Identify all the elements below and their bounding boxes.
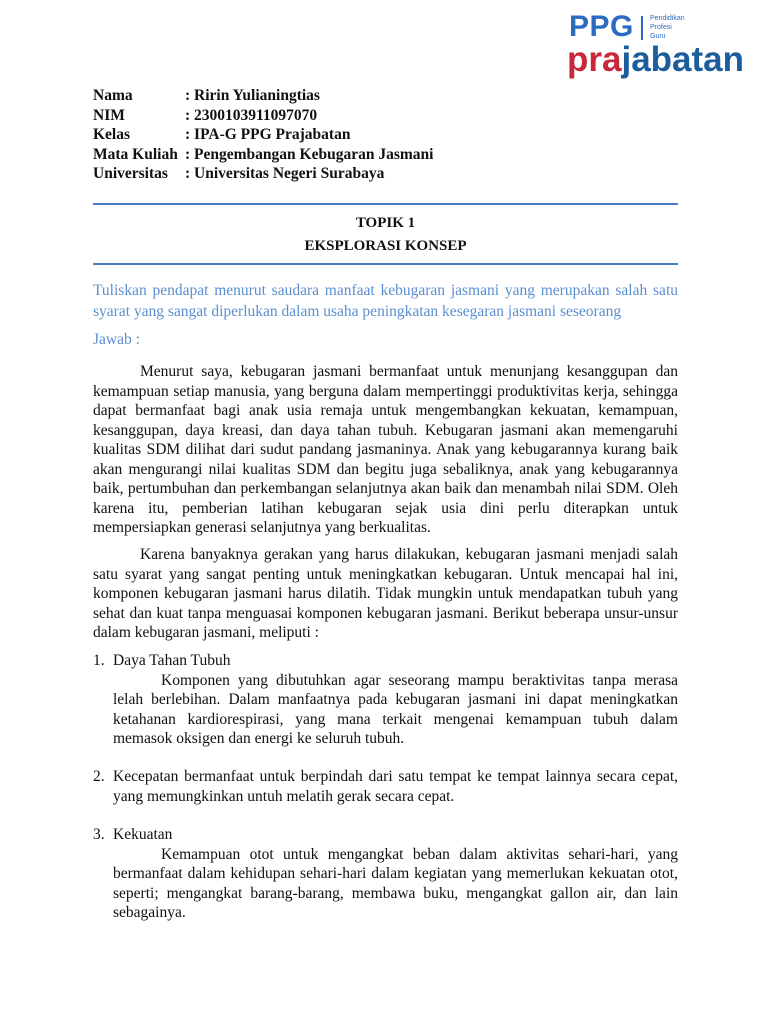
info-row-mata-kuliah: Mata Kuliah : Pengembangan Kebugaran Jasmani [93,145,434,163]
list-item-text: Komponen yang dibutuhkan agar seseorang mampu beraktivitas tanpa merasa lelah berlebihan. Dalam manfaatnya pada kebugaran jasmani ini dapat meningkatkan ketahanan kardiorespirasi, yang mana terkait mengenai kemampuan tubuh dalam memasok oksigen dan energi ke seluruh tubuh. [113,671,678,747]
student-info [93,86,433,184]
ppg-prajabatan-logo [567,10,757,82]
logo-prajabatan-text: prajabatan [567,40,745,79]
topic-subtitle: EKSPLORASI KONSEP [304,238,467,254]
logo-divider [641,16,643,40]
info-row-nim: NIM : 2300103911097070 [93,106,318,124]
answer-paragraph-2: Karena banyaknya gerakan yang harus dilakukan, kebugaran jasmani menjadi salah satu syarat yang sangat penting untuk meningkatkan kebugaran. Untuk mencapai hal ini, komponen kebugaran jasmani harus dilatih. Tidak mungkin untuk mendapatkan tubuh yang sehat dan kuat tanpa menguasai komponen kebugaran jasmani. Berikut beberapa unsur-unsur dalam kebugaran jasmani, meliputi : [93,546,678,641]
list-item-text: Kecepatan bermanfaat untuk berpindah dari satu tempat ke tempat lainnya secara cepat, yang memungkinkan untuh melatih gerak secara cepat. [113,768,678,805]
list-item-text: Kemampuan otot untuk mengangkat beban dalam aktivitas sehari-hari, yang bermanfaat dalam kehidupan sehari-hari dalam kegiatan yang memerlukan kekuatan otot, seperti; mengangkat barang-barang, membawa buku, mengangkat gallon air, dan lain sebagainya. [113,845,678,921]
info-row-universitas: Universitas : Universitas Negeri Surabaya [93,165,385,182]
list-item: 1. Daya Tahan Tubuh Komponen yang dibutuhkan agar seseorang mampu beraktivitas tanpa merasa lelah berlebihan. Dalam manfaatnya pada kebugaran jasmani ini dapat meningkatkan ketahanan kardiorespirasi, yang mana terkait mengenai kemampuan tubuh dalam memasok oksigen dan energi ke seluruh tubuh. [93,652,678,747]
list-item: 2. Kecepatan bermanfaat untuk berpindah dari satu tempat ke tempat lainnya secara cepat, yang memungkinkan untuh melatih gerak secara cepat. [93,768,678,805]
info-row-nama: Nama : Ririn Yulianingtias [93,87,320,104]
bottom-divider [93,263,678,265]
question-text: Tuliskan pendapat menurut saudara manfaat kebugaran jasmani yang merupakan salah satu syarat yang sangat diperlukan dalam usaha peningkatan kesegaran jasmani seseorang [93,282,678,320]
top-divider [93,203,678,205]
topic-title: TOPIK 1 [355,215,416,231]
list-item-title: Kekuatan [113,826,173,843]
logo-ppg-text: PPG [569,10,634,43]
answer-paragraph-1: Menurut saya, kebugaran jasmani bermanfaat untuk menunjang kesanggupan dan kemampuan setiap manusia, yang berguna dalam mempertinggi produktivitas kerja, sehingga dapat bermanfaat bagi anak usia remaja untuk mengembangkan kekuatan, kemampuan, kesanggupan, daya kreasi, dan daya tahan tubuh. Kebugaran jasmani akan memengaruhi kualitas SDM dilihat dari sudut pandang jasmaninya. Anak yang kebugarannya kurang baik akan mengurangi nilai kualitas SDM dan begitu juga sebaliknya, anak yang kebugarannya baik, pertumbuhan dan perkembangan selanjutnya akan baik dan menambah nilai SDM. Oleh karena itu, pemberian latihan kebugaran sejak usia dini perlu diterapkan untuk mempersiapkan generasi selanjutnya yang berkualitas. [93,363,678,536]
info-row-kelas: Kelas : IPA-G PPG Prajabatan [93,126,351,143]
logo-subtitle: Pendidikan Profesi Guru [650,15,685,40]
answer-label: Jawab : [93,331,140,348]
list-item-title: Daya Tahan Tubuh [113,652,231,669]
list-item: 3. Kekuatan Kemampuan otot untuk mengangkat beban dalam aktivitas sehari-hari, yang bermanfaat dalam kehidupan sehari-hari dalam kegiatan yang memerlukan kekuatan otot, seperti; mengangkat barang-barang, membawa buku, mengangkat gallon air, dan lain sebagainya. [93,826,678,921]
